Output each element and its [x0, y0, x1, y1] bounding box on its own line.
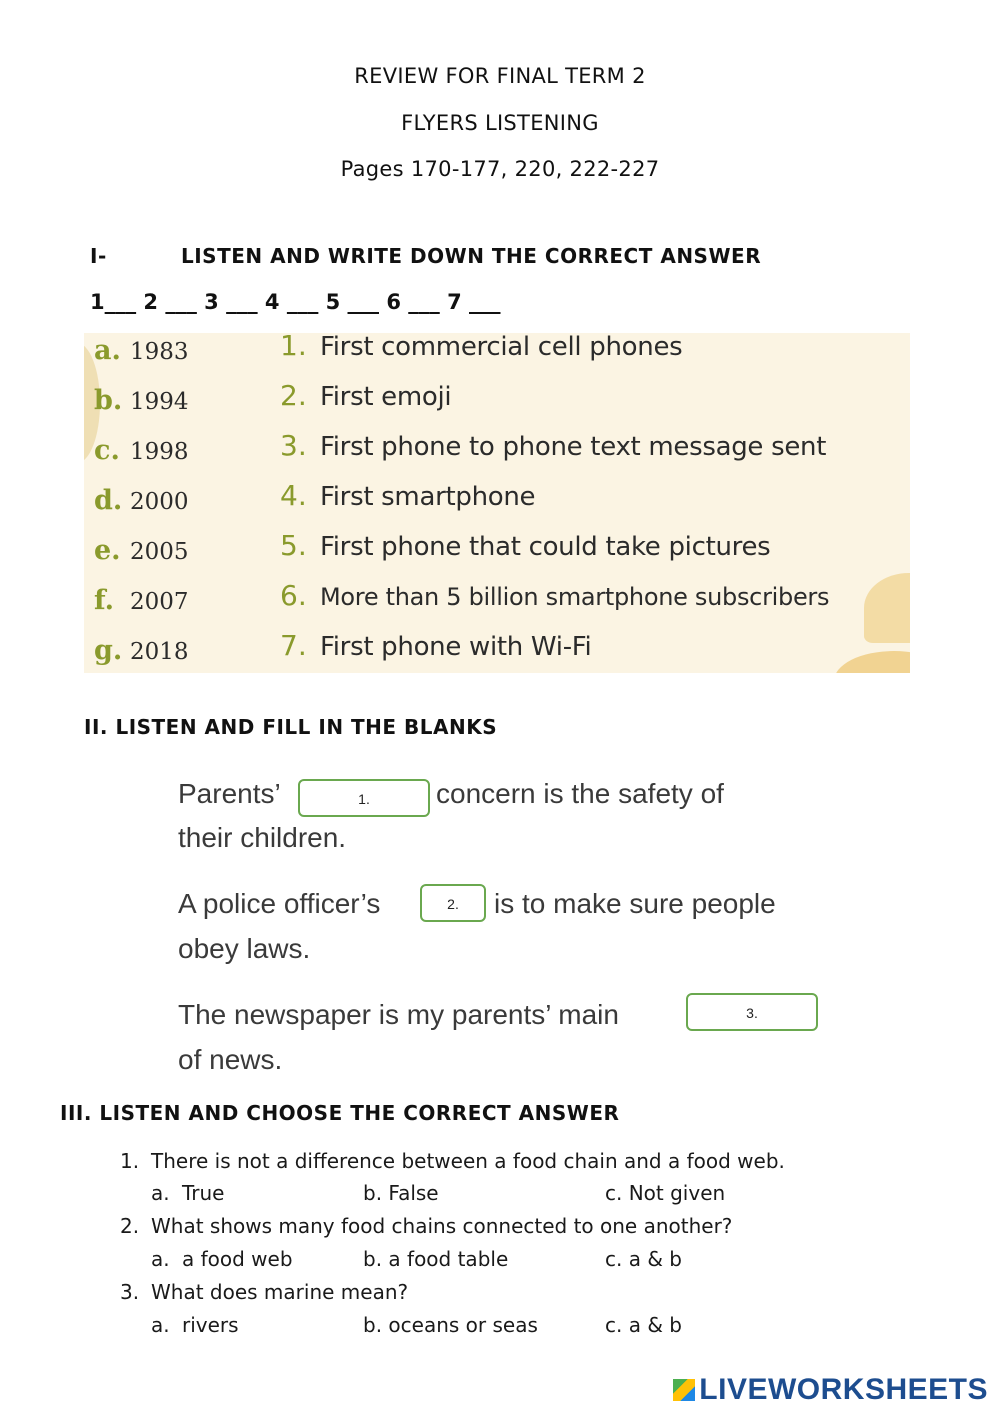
- question-number: 2.: [120, 1214, 140, 1238]
- choice-a[interactable]: rivers: [182, 1313, 239, 1337]
- choice-a-label: a.: [151, 1181, 170, 1205]
- question-text: There is not a difference between a food chain and a food web.: [151, 1149, 785, 1173]
- year-option: [94, 435, 189, 475]
- event-text: First emoji: [320, 382, 452, 412]
- page-range: Pages 170-177, 220, 222-227: [340, 157, 660, 181]
- option-year: 1998: [130, 439, 189, 465]
- section1-answer-line[interactable]: 1___ 2 ___ 3 ___ 4 ___ 5 ___ 6 ___ 7 ___: [90, 290, 501, 314]
- section2-title: II. LISTEN AND FILL IN THE BLANKS: [84, 715, 498, 739]
- event-text: First commercial cell phones: [320, 333, 683, 362]
- event-item: [280, 379, 451, 419]
- event-item: [280, 333, 682, 369]
- year-option: [94, 585, 189, 625]
- section3-title: III. LISTEN AND CHOOSE THE CORRECT ANSWER: [60, 1101, 620, 1125]
- choice-b[interactable]: b. oceans or seas: [363, 1313, 538, 1337]
- option-letter: a.: [94, 335, 121, 366]
- worksheet-subtitle: FLYERS LISTENING: [401, 111, 599, 135]
- choice-c[interactable]: c. Not given: [605, 1181, 726, 1205]
- worksheet-title: REVIEW FOR FINAL TERM 2: [354, 64, 646, 88]
- event-text: First phone with Wi-Fi: [320, 632, 592, 662]
- choice-a[interactable]: True: [182, 1181, 225, 1205]
- question-text: What does marine mean?: [151, 1280, 409, 1304]
- event-item: [280, 479, 535, 519]
- option-year: 2005: [130, 539, 189, 565]
- year-option: [94, 635, 189, 673]
- blank-1-input[interactable]: 1.: [298, 779, 430, 817]
- event-number: 4.: [280, 479, 307, 512]
- event-text: First smartphone: [320, 482, 536, 512]
- option-year: 1983: [130, 339, 189, 365]
- option-letter: b.: [94, 385, 123, 416]
- event-item: [280, 429, 826, 469]
- timeline-panel: [84, 333, 910, 673]
- sentence3-line2: of news.: [178, 1044, 283, 1075]
- sentence1-end: concern is the safety of: [436, 778, 724, 809]
- sentence2-start: A police officer’s: [178, 888, 381, 919]
- option-year: 1994: [130, 389, 189, 415]
- question-text: What shows many food chains connected to one another?: [151, 1214, 733, 1238]
- event-number: 1.: [280, 333, 307, 362]
- option-letter: g.: [94, 635, 123, 666]
- blank-3-input[interactable]: 3.: [686, 993, 818, 1031]
- year-option: [94, 535, 189, 575]
- sentence1-start: Parents’: [178, 778, 281, 809]
- question-number: 1.: [120, 1149, 140, 1173]
- event-text: First phone that could take pictures: [320, 532, 771, 562]
- event-number: 2.: [280, 379, 307, 412]
- event-text: More than 5 billion smartphone subscribers: [320, 583, 830, 611]
- blank-2-input[interactable]: 2.: [420, 884, 486, 922]
- event-number: 3.: [280, 429, 307, 462]
- choice-a-label: a.: [151, 1247, 170, 1271]
- choice-b[interactable]: b. a food table: [363, 1247, 509, 1271]
- option-letter: f.: [94, 585, 115, 616]
- section1-title: LISTEN AND WRITE DOWN THE CORRECT ANSWER: [181, 244, 762, 268]
- option-year: 2007: [130, 589, 189, 615]
- choice-c[interactable]: c. a & b: [605, 1247, 682, 1271]
- brand-logo-icon: [673, 1379, 695, 1401]
- choice-a[interactable]: a food web: [182, 1247, 293, 1271]
- event-number: 5.: [280, 529, 307, 562]
- brand-text: LIVEWORKSHEETS: [699, 1373, 988, 1406]
- option-letter: e.: [94, 535, 121, 566]
- event-text: First phone to phone text message sent: [320, 432, 827, 462]
- event-number: 6.: [280, 579, 307, 612]
- question-number: 3.: [120, 1280, 140, 1304]
- year-option: [94, 485, 189, 525]
- choice-c[interactable]: c. a & b: [605, 1313, 682, 1337]
- event-item: [280, 629, 591, 669]
- event-item: [280, 579, 829, 619]
- choice-a-label: a.: [151, 1313, 170, 1337]
- leaf-decoration-icon: [834, 651, 910, 673]
- year-option: [94, 335, 189, 375]
- sentence2-end: is to make sure people: [494, 888, 776, 919]
- option-year: 2018: [130, 639, 189, 665]
- sentence2-line2: obey laws.: [178, 933, 311, 964]
- section1-number: I-: [90, 244, 107, 268]
- year-option: [94, 385, 189, 425]
- liveworksheets-logo: [673, 1373, 988, 1407]
- leaf-decoration-icon: [864, 573, 910, 643]
- option-letter: d.: [94, 485, 123, 516]
- option-letter: c.: [94, 435, 120, 466]
- sentence3-start: The newspaper is my parents’ main: [178, 999, 619, 1030]
- event-item: [280, 529, 770, 569]
- choice-b[interactable]: b. False: [363, 1181, 439, 1205]
- sentence1-line2: their children.: [178, 822, 347, 853]
- event-number: 7.: [280, 629, 307, 662]
- option-year: 2000: [130, 489, 189, 515]
